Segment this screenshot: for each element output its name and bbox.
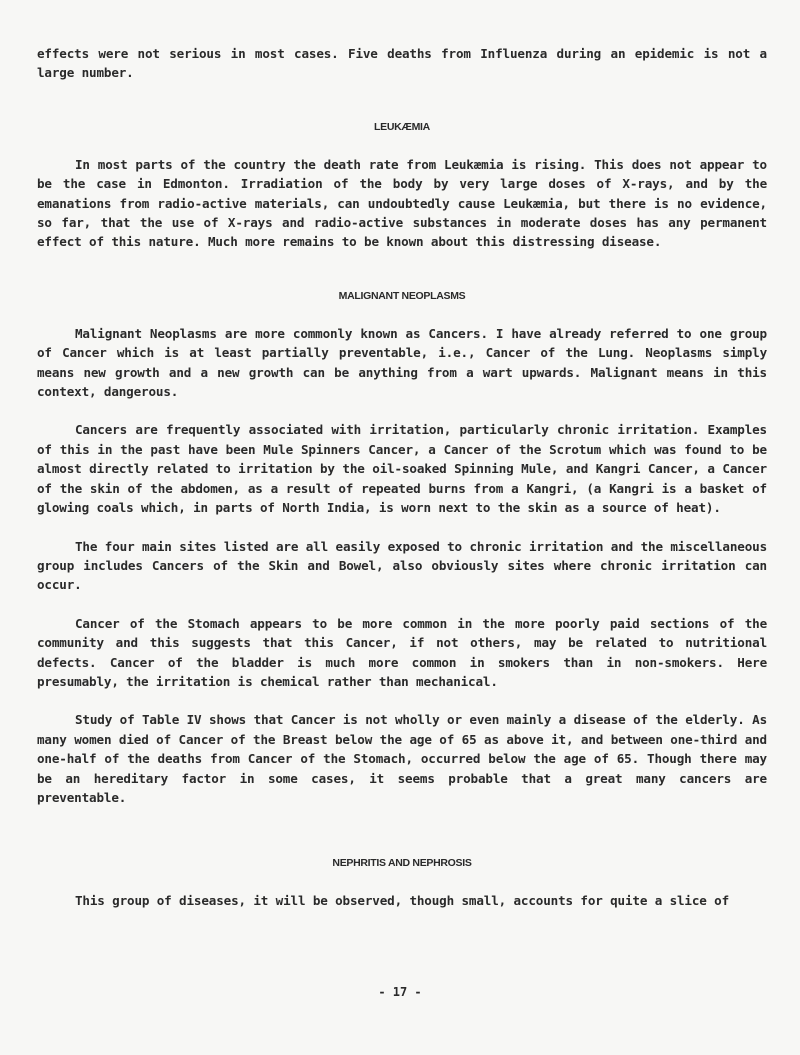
heading-nephritis-nephrosis: NEPHRITIS AND NEPHROSIS (332, 857, 472, 870)
neoplasms-paragraph-5: Study of Table IV shows that Cancer is not wholly or even mainly a disease of the elderly. As many women died of Cancer of the Breast below the age of 65 as above it, and between one-third and one-half of the deaths from Cancer of the Stomach, occurred below the age of 65. Though there may be an hereditary factor in some cases, it seems probable that a great many cancers are preventable. (37, 712, 767, 805)
page-number: - 17 - (378, 985, 422, 999)
leukaemia-paragraph: In most parts of the country the death rate from Leukæmia is rising. This does not appear to be the case in Edmonton. Irradiation of the body by very large doses of X-rays, and by the emanations from radio-active materials, can undoubtedly cause Leukæmia, but there is no evidence, so far, that the use of X-rays and radio-active substances in moderate doses has any permanent effect of this nature. Much more remains to be known about this distressing disease. (37, 156, 767, 250)
neoplasms-paragraph-1: Malignant Neoplasms are more commonly known as Cancers. I have already referred to one group of Cancer which is at least partially preventable, i.e., Cancer of the Lung. Neoplasms simply means new growth and a new growth can be anything from a wart upwards. Malignant means in this context, dangerous. (37, 325, 767, 400)
intro-paragraph: effects were not serious in most cases. Five deaths from Influenza during an epidemic is not a large number. (37, 46, 767, 81)
heading-leukaemia: LEUKÆMIA (374, 120, 430, 133)
neoplasms-paragraph-2: Cancers are frequently associated with irritation, particularly chronic irritation. Examples of this in the past have been Mule Spinners Cancer, a Cancer of the Scrotum which was found to be almost directly related to irritation by the oil-soaked Spinning Mule, and Kangri Cancer, a Cancer of the skin of the abdomen, as a result of repeated burns from a Kangri, (a Kangri is a basket of glowing coals which, in parts of North India, is worn next to the skin as a source of heat). (37, 422, 767, 516)
heading-malignant-neoplasms: MALIGNANT NEOPLASMS (338, 289, 466, 302)
nephritis-paragraph: This group of diseases, it will be observed, though small, accounts for quite a slice of (75, 893, 730, 909)
neoplasms-paragraph-4: Cancer of the Stomach appears to be more common in the more poorly paid sections of the community and this suggests that this Cancer, if not others, may be related to nutritional defects. Cancer of the bladder is much more common in smokers than in non-smokers. Here presumably, the irritation is chemical rather than mechanical. (37, 615, 767, 689)
neoplasms-paragraph-3: The four main sites listed are all easily exposed to chronic irritation and the miscellaneous group includes Cancers of the Skin and Bowel, also obviously sites where chronic irritation can occur. (37, 538, 767, 593)
document-page (37, 44, 767, 911)
